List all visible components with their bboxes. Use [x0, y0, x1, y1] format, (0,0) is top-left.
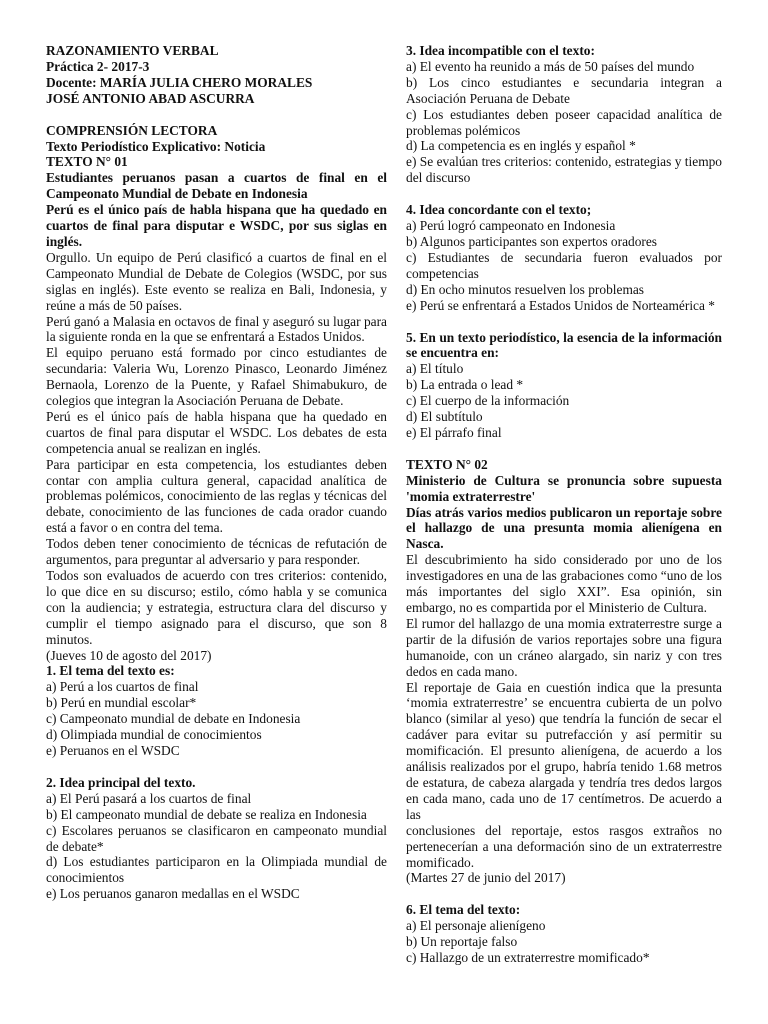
- question-1-option-d: d) Olimpiada mundial de conocimientos: [46, 727, 262, 743]
- texto1-paragraph: El equipo peruano está formado por cinco estudiantes de secundaria: Valeria Wu, Lorenzo Pinasco, Leonardo Jiménez Bernaola, Lorenzo de la Puente, y Rafael Shimabukuro, de colegios que integran la Asociación Peruana de Debate.: [46, 345, 387, 409]
- teacher-line: Docente: MARÍA JULIA CHERO MORALES: [46, 74, 313, 90]
- question-4-option-a: a) Perú logró campeonato en Indonesia: [406, 218, 616, 234]
- question-2-option-e: e) Los peruanos ganaron medallas en el WSDC: [46, 886, 300, 902]
- question-1-option-a: a) Perú a los cuartos de final: [46, 679, 199, 695]
- question-5-title: 5. En un texto periodístico, la esencia de la información se encuentra en:: [406, 329, 722, 361]
- texto1-date: (Jueves 10 de agosto del 2017): [46, 647, 212, 663]
- left-column: [46, 43, 387, 902]
- question-3-option-a: a) El evento ha reunido a más de 50 países del mundo: [406, 58, 695, 74]
- question-4-option-e: e) Perú se enfrentará a Estados Unidos de Norteamérica *: [406, 297, 715, 313]
- texto2-lead: Días atrás varios medios publicaron un reportaje sobre el hallazgo de una presunta momia alienígena en Nasca.: [406, 504, 722, 552]
- question-5-option-e: e) El párrafo final: [406, 424, 502, 440]
- question-4-option-d: d) En ocho minutos resuelven los problemas: [406, 281, 645, 297]
- texto2-paragraph: El reportaje de Gaia en cuestión indica que la presunta ‘momia extraterrestre’ se encuentra cubierta de un polvo blanco (similar al yeso) que tendría la función de secar el cadáver para evitar su putrefacción y así permitir su momificación. El presunto alienígena, de acuerdo a los análisis realizados por el grupo, habría tenido 1.68 metros de estatura, de cabeza alargada y tendría tres dedos largos en cada mano, cada uno de 17 centímetros. De acuerdo a las: [406, 679, 722, 822]
- texto1-paragraph: Para participar en esta competencia, los estudiantes deben contar con amplia cultura general, capacidad analítica de problemas polémicos, conocimiento de las reglas y técnicas del debate, conocimiento de las funciones de cada orador cuando está a favor o en contra del tema.: [46, 456, 387, 536]
- practice-label: Práctica 2- 2017-3: [46, 58, 150, 74]
- texto1-paragraph: Perú ganó a Malasia en octavos de final y aseguró su lugar para la siguiente ronda en la que se enfrentará a Estados Unidos.: [46, 313, 387, 345]
- question-3-option-d: d) La competencia es en inglés y español *: [406, 138, 636, 154]
- texto1-paragraph: Orgullo. Un equipo de Perú clasificó a cuartos de final en el Campeonato Mundial de Debate de Colegios (WSDC, por sus siglas en inglés). Este evento se realiza en Bali, Indonesia, y reúne a más de 50 países.: [46, 249, 387, 313]
- question-4-option-c: c) Estudiantes de secundaria fueron evaluados por competencias: [406, 249, 722, 281]
- subject-title: RAZONAMIENTO VERBAL: [46, 43, 219, 58]
- question-5-option-d: d) El subtítulo: [406, 409, 483, 425]
- texto2-paragraph: El rumor del hallazgo de una momia extraterrestre surge a partir de la difusión de varios reportajes sobre una figura humanoide, con un cráneo alargado, sin nariz y con tres dedos en cada mano.: [406, 615, 722, 679]
- texto2-date: (Martes 27 de junio del 2017): [406, 870, 566, 886]
- question-1-option-b: b) Perú en mundial escolar*: [46, 695, 197, 711]
- question-5-option-a: a) El título: [406, 361, 464, 377]
- question-2-option-b: b) El campeonato mundial de debate se realiza en Indonesia: [46, 806, 367, 822]
- question-1-title: 1. El tema del texto es:: [46, 663, 175, 679]
- texto2-label: TEXTO N° 02: [406, 456, 488, 472]
- texto1-headline: Estudiantes peruanos pasan a cuartos de final en el Campeonato Mundial de Debate en Indonesia: [46, 170, 387, 202]
- right-column: [406, 43, 722, 966]
- question-3-title: 3. Idea incompatible con el texto:: [406, 43, 595, 58]
- texto1-label: TEXTO N° 01: [46, 154, 128, 170]
- question-2-title: 2. Idea principal del texto.: [46, 774, 196, 790]
- question-6-option-c: c) Hallazgo de un extraterrestre momificado*: [406, 950, 650, 966]
- question-3-option-e: e) Se evalúan tres criterios: contenido, estrategias y tiempo del discurso: [406, 154, 722, 186]
- texto1-lead: Perú es el único país de habla hispana que ha quedado en cuartos de final para disputar e WSDC, por sus siglas en inglés.: [46, 202, 387, 249]
- texto1-paragraph: Perú es el único país de habla hispana que ha quedado en cuartos de final para disputar el WSDC. Los debates de esta competencia anual se realizan en inglés.: [46, 408, 387, 456]
- question-4-title: 4. Idea concordante con el texto;: [406, 202, 592, 218]
- question-6-option-b: b) Un reportaje falso: [406, 934, 518, 950]
- question-5-option-c: c) El cuerpo de la información: [406, 393, 570, 409]
- question-1-option-c: c) Campeonato mundial de debate en Indonesia: [46, 711, 301, 727]
- question-2-option-c: c) Escolares peruanos se clasificaron en campeonato mundial de debate*: [46, 822, 387, 854]
- question-4-option-b: b) Algunos participantes son expertos oradores: [406, 233, 658, 249]
- question-6-title: 6. El tema del texto:: [406, 902, 521, 918]
- teacher-line-2: JOSÉ ANTONIO ABAD ASCURRA: [46, 90, 255, 106]
- question-6-option-a: a) El personaje alienígeno: [406, 918, 546, 934]
- question-3-option-c: c) Los estudiantes deben poseer capacidad analítica de problemas polémicos: [406, 106, 722, 138]
- question-3-option-b: b) Los cinco estudiantes e secundaria integran a Asociación Peruana de Debate: [406, 74, 722, 106]
- question-5-option-b: b) La entrada o lead *: [406, 377, 524, 393]
- section-title: COMPRENSIÓN LECTORA: [46, 122, 218, 138]
- texto2-paragraph: El descubrimiento ha sido considerado por uno de los investigadores en una de las grabaciones como “uno de los más importantes del siglo XXI”. Esa opinión, sin embargo, no es compartida por el Ministerio de Cultura.: [406, 552, 722, 615]
- question-2-option-d: d) Los estudiantes participaron en la Olimpiada mundial de conocimientos: [46, 854, 387, 886]
- texto1-paragraph: Todos son evaluados de acuerdo con tres criterios: contenido, lo que dice en su discurso; estilo, cómo habla y se comunica con la audiencia; y estrategia, estructura clara del discurso y cumplir el tiempo asignado para el discurso, que son 8 minutos.: [46, 568, 387, 647]
- texto2-headline: Ministerio de Cultura se pronuncia sobre supuesta 'momia extraterrestre': [406, 472, 722, 504]
- texto1-paragraph: Todos deben tener conocimiento de técnicas de refutación de argumentos, para preguntar al adversario y para responder.: [46, 536, 387, 568]
- texto2-paragraph: conclusiones del reportaje, estos rasgos extraños no pertenecerían a una deformación sino de un extraterrestre momificado.: [406, 822, 722, 870]
- question-1-option-e: e) Peruanos en el WSDC: [46, 742, 180, 758]
- text-type: Texto Periodístico Explicativo: Noticia: [46, 138, 266, 154]
- question-2-option-a: a) El Perú pasará a los cuartos de final: [46, 790, 252, 806]
